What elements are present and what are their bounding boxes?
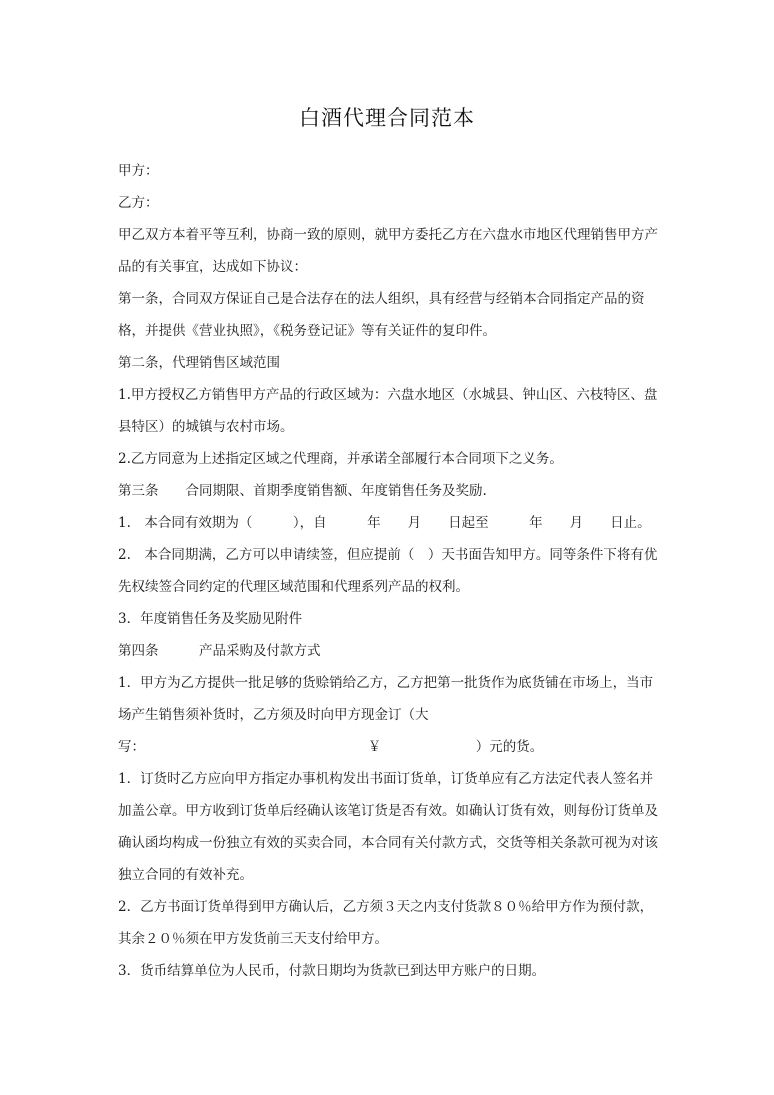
article-2-clause-2: 2.乙方同意为上述指定区域之代理商，并承诺全部履行本合同项下之义务。	[118, 451, 563, 467]
article-2-heading: 第二条，代理销售区域范围	[118, 355, 280, 371]
article-4-clause-1: 1．甲方为乙方提供一批足够的货赊销给乙方，乙方把第一批货作为底货铺在市场上，当市场产生销售须补货时，乙方须及时向甲方现金订（大	[118, 675, 654, 723]
article-4-heading: 第四条 产品采购及付款方式	[118, 643, 321, 659]
preamble-paragraph: 甲乙双方本着平等互利，协商一致的原则，就甲方委托乙方在六盘水市地区代理销售甲方产品的有关事宜，达成如下协议：	[118, 227, 658, 275]
party-b-line: 乙方：	[118, 195, 159, 211]
article-4-amount-line: 写： ￥ ）元的货。	[118, 739, 544, 755]
article-3-heading: 第三条 合同期限、首期季度销售额、年度销售任务及奖励.	[118, 483, 487, 499]
article-4-payment-clause: 2．乙方书面订货单得到甲方确认后，乙方须３天之内支付货款８０％给甲方作为预付款，其余２０％须在甲方发货前三天支付给甲方。	[118, 899, 654, 947]
article-4-order-clause: 1．订货时乙方应向甲方指定办事机构发出书面订货单，订货单应有乙方法定代表人签名并加盖公章。甲方收到订货单后经确认该笔订货是否有效。如确认订货有效，则每份订货单及确认函均构成一份独立有效的买卖合同，本合同有关付款方式，交货等相关条款可视为对该独立合同的有效补充。	[118, 771, 658, 883]
document-title: 白酒代理合同范本	[299, 106, 475, 130]
article-3-clause-2: 2. 本合同期满，乙方可以申请续签，但应提前（ ）天书面告知甲方。同等条件下将有优先权续签合同约定的代理区域范围和代理系列产品的权利。	[118, 547, 658, 595]
article-4-currency-clause: 3．货币结算单位为人民币，付款日期均为货款已到达甲方账户的日期。	[118, 963, 546, 979]
party-a-line: 甲方：	[118, 163, 159, 179]
article-3-clause-3: 3．年度销售任务及奖励见附件	[118, 611, 303, 627]
article-2-clause-1: 1.甲方授权乙方销售甲方产品的行政区域为：六盘水地区（水城县、钟山区、六枝特区、盘县特区）的城镇与农村市场。	[118, 387, 658, 435]
article-1-paragraph: 第一条，合同双方保证自己是合法存在的法人组织，具有经营与经销本合同指定产品的资格，并提供《营业执照》，《税务登记证》等有关证件的复印件。	[118, 291, 645, 339]
document-body	[118, 155, 663, 987]
article-3-clause-1: 1. 本合同有效期为（ ），自 年 月 日起至 年 月 日止。	[118, 515, 651, 531]
